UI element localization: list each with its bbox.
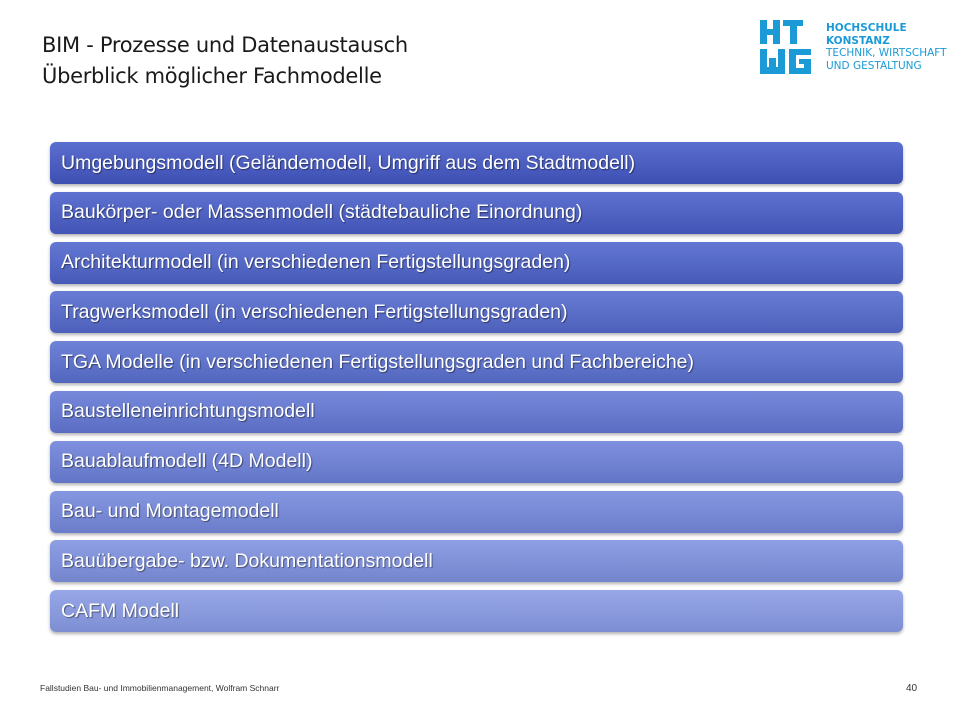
page-number: 40 — [906, 683, 918, 694]
model-item: Baukörper- oder Massenmodell (städtebauliche Einordnung) — [50, 192, 903, 234]
logo-line1: HOCHSCHULE — [826, 22, 907, 34]
htwg-logo-icon — [760, 20, 818, 74]
slide-title-line1: BIM - Prozesse und Datenaustausch — [42, 33, 408, 57]
logo-text — [826, 22, 947, 72]
model-item: Bauübergabe- bzw. Dokumentationsmodell — [50, 540, 903, 582]
model-item: Bau- und Montagemodell — [50, 491, 903, 533]
slide-title — [42, 30, 408, 92]
model-item: CAFM Modell — [50, 590, 903, 632]
htwg-logo — [760, 20, 950, 80]
logo-line2: KONSTANZ — [826, 34, 890, 47]
model-item: Tragwerksmodell (in verschiedenen Fertigstellungsgraden) — [50, 291, 903, 333]
logo-line3: TECHNIK, WIRTSCHAFT — [826, 47, 947, 59]
slide-title-line2: Überblick möglicher Fachmodelle — [42, 64, 382, 88]
model-item: TGA Modelle (in verschiedenen Fertigstellungsgraden und Fachbereiche) — [50, 341, 903, 383]
model-item: Umgebungsmodell (Geländemodell, Umgriff aus dem Stadtmodell) — [50, 142, 903, 184]
model-item: Architekturmodell (in verschiedenen Fertigstellungsgraden) — [50, 242, 903, 284]
model-item: Baustelleneinrichtungsmodell — [50, 391, 903, 433]
model-item: Bauablaufmodell (4D Modell) — [50, 441, 903, 483]
logo-line4: UND GESTALTUNG — [826, 59, 922, 72]
model-list — [50, 142, 903, 640]
footer-text: Fallstudien Bau- und Immobilienmanagement, Wolfram Schnarr — [40, 683, 280, 693]
